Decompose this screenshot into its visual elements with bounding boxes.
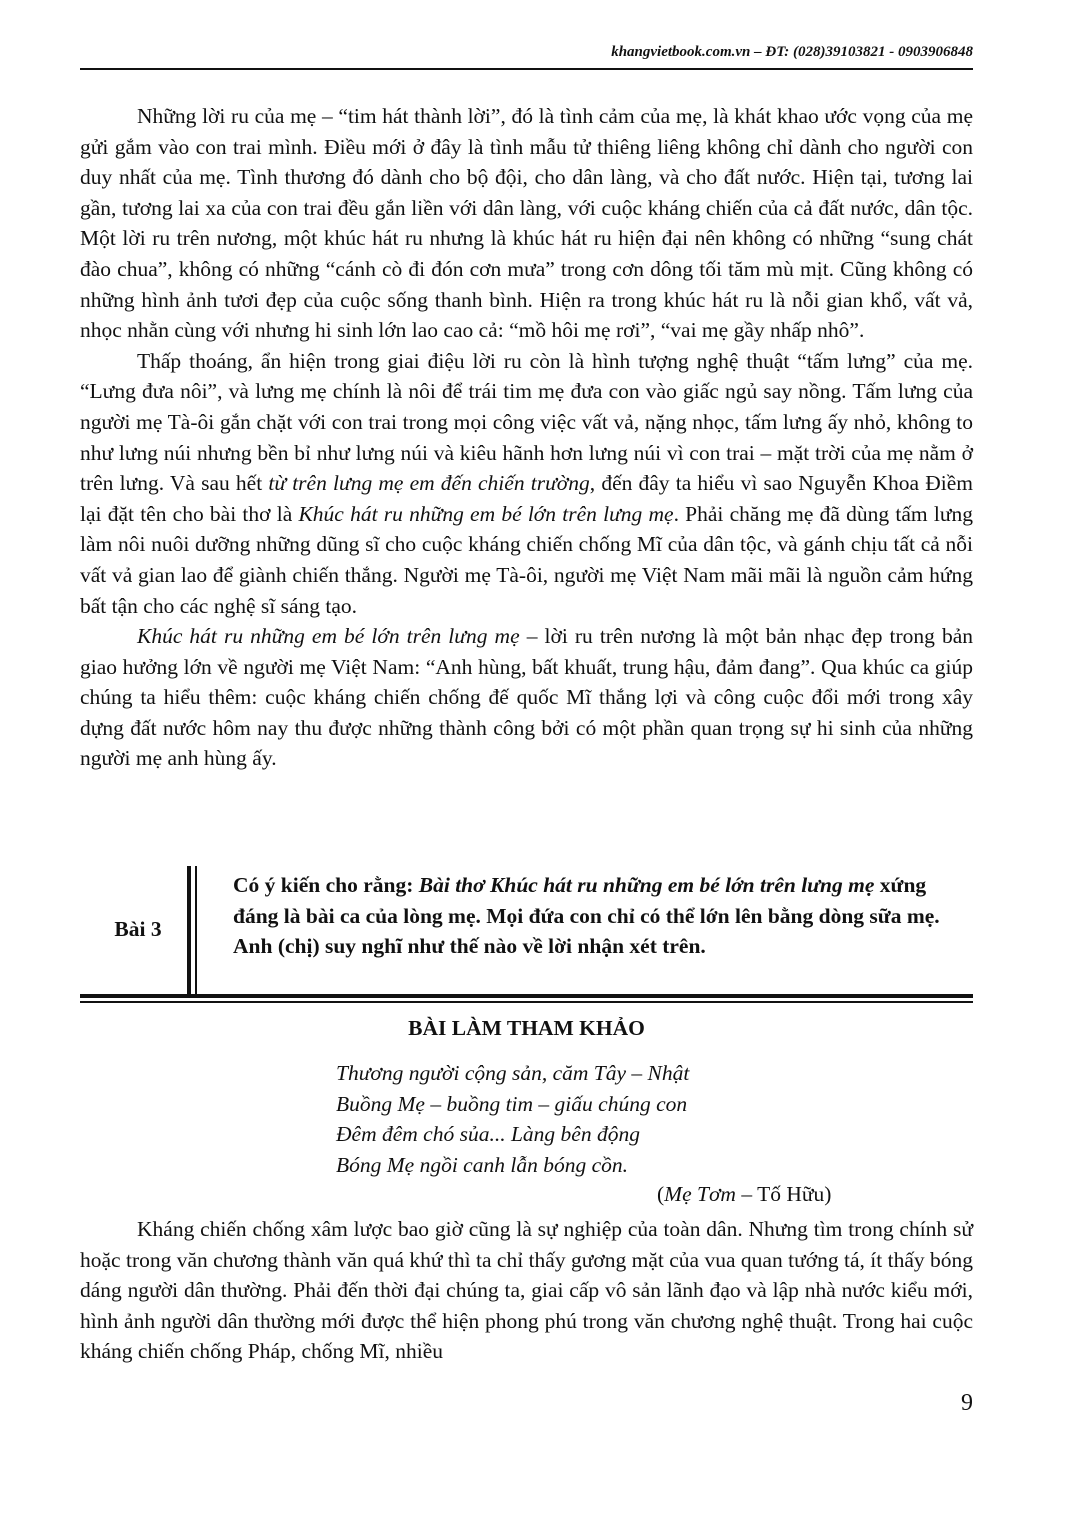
paragraph-back-text-2: , đến đây ta hiểu vì sao Nguyễn Khoa Điềm lại đặt tên cho bài thơ là bbox=[80, 471, 973, 526]
exercise-statement: xứng đáng là bài ca của lòng mẹ. Mọi đứa con chỉ có thể lớn lên bằng dòng sữa mẹ. bbox=[233, 873, 940, 928]
poem-title-italic: Khúc hát ru những em bé lớn trên lưng mẹ bbox=[137, 624, 520, 649]
paragraph-conclusion-text: – lời ru trên nương là một bản nhạc đẹp trong bản giao hưởng lớn về người mẹ Việt Nam: “Anh hùng, bất khuất, trung hậu, đảm đang”. Qua khúc ca giúp chúng ta hiểu thêm: cuộc kháng chiến chống đế quốc Mĩ thắng lợi và công cuộc đổi mới trong xây dựng đất nước hôm nay thu được những thành công bởi có một phần quan trọng sự hi sinh của những người mẹ anh hùng ấy. bbox=[80, 624, 973, 771]
exercise-horizontal-rule bbox=[80, 994, 973, 1003]
page-header: khangvietbook.com.vn – ĐT: (028)39103821 - 0903906848 bbox=[611, 44, 973, 60]
exercise-prompt: Anh (chị) suy nghĩ như thế nào về lời nhận xét trên. bbox=[233, 934, 706, 959]
exercise-lead: Có ý kiến cho rằng: bbox=[233, 873, 419, 897]
poem-title-italic: Khúc hát ru những em bé lớn trên lưng mẹ bbox=[298, 501, 674, 526]
page-number: 9 bbox=[961, 1390, 973, 1416]
paragraph-back-italic-1: từ trên lưng mẹ em đến chiến trường bbox=[268, 471, 590, 496]
poem-line: Đêm đêm chó sủa... Làng bên động bbox=[336, 1122, 640, 1147]
paragraph-conclusion bbox=[80, 621, 973, 774]
reference-essay bbox=[80, 1214, 973, 1367]
poem-line: Bóng Mẹ ngồi canh lẫn bóng cồn. bbox=[336, 1152, 628, 1177]
poem-source bbox=[657, 1182, 831, 1207]
poem-source-open: ( bbox=[657, 1182, 665, 1206]
essay-paragraph: Kháng chiến chống xâm lược bao giờ cũng là sự nghiệp của toàn dân. Nhưng tìm trong chính sử hoặc trong văn chương thành văn quá khứ thì ta chỉ thấy gương mặt của vua quan tướng tá, ít thấy bóng dáng người dân thường. Phải đến thời đại chúng ta, giai cấp vô sản lãnh đạo và lập nhà nước kiểu mới, hình ảnh người dân thường mới được thể hiện phong phú trong văn chương nghệ thuật. Trong hai cuộc kháng chiến chống Pháp, chống Mĩ, nhiều bbox=[80, 1217, 973, 1364]
exercise-box bbox=[80, 866, 973, 1006]
exercise-quote: Bài thơ Khúc hát ru những em bé lớn trên lưng mẹ bbox=[418, 873, 875, 897]
poem-line: Buồng Mẹ – buồng tim – giấu chúng con bbox=[336, 1091, 688, 1116]
header-divider bbox=[80, 68, 973, 70]
exercise-vertical-rule bbox=[187, 866, 197, 996]
paragraph-back bbox=[80, 346, 973, 621]
exercise-label: Bài 3 bbox=[114, 916, 162, 941]
paragraph-back-text-3: . Phải chăng mẹ đã dùng tấm lưng làm nôi nuôi dưỡng những dũng sĩ cho cuộc kháng chiến chống Mĩ của dân tộc, và gánh chịu tất cả nỗi vất vả gian lao để giành chiến thắng. Người mẹ Tà-ôi, người mẹ Việt Nam mãi mãi là nguồn cảm hứng bất tận cho các nghệ sĩ sáng tạo. bbox=[80, 501, 973, 618]
poem-line: Thương người cộng sản, căm Tây – Nhật bbox=[336, 1061, 690, 1085]
essay-body bbox=[80, 101, 973, 774]
poem-epigraph bbox=[336, 1058, 856, 1180]
reference-title: BÀI LÀM THAM KHẢO bbox=[408, 1016, 645, 1040]
exercise-question bbox=[233, 870, 963, 962]
paragraph-lullaby: Những lời ru của mẹ – “tim hát thành lời”, đó là tình cảm của mẹ, là khát khao ước vọng của mẹ gửi gắm vào con trai mình. Điều mới ở đây là tình mẫu tử thiêng liêng không chỉ dành cho người con duy nhất của mẹ. Tình thương đó dành cho bộ đội, cho dân làng, và cho đất nước. Hiện tại, tương lai gần, tương lai xa của con trai đều gắn liền với dân làng, với cuộc kháng chiến của cả đất nước, dân tộc. Một lời ru trên nương, một khúc hát ru nhưng là khúc hát ru hiện đại nên không có những “sung chát đào chua”, không có những “cánh cò đi đón cơn mưa” trong cơn dông tối tăm mù mịt. Cũng không có những hình ảnh tươi đẹp của cuộc sống thanh bình. Hiện ra trong khúc hát ru là nỗi gian khổ, vất vả, nhọc nhằn cùng với nhưng hi sinh lớn lao cao cả: “mồ hôi mẹ rơi”, “vai mẹ gầy nhấp nhô”. bbox=[80, 104, 973, 343]
paragraph-back-text-1: Thấp thoáng, ẩn hiện trong giai điệu lời ru còn là hình tượng nghệ thuật “tấm lưng” của mẹ. “Lưng đưa nôi”, và lưng mẹ chính là nôi để trái tim mẹ đưa con vào giấc ngủ say nồng. Tấm lưng của người mẹ Tà-ôi gắn chặt với con trai trong mọi công việc vất vả, nặng nhọc, tấm lưng ấy nhỏ, không to như lưng núi nhưng bền bỉ như lưng núi và kiêu hãnh hơn lưng núi vì con trai – mặt trời của mẹ nằm ở trên lưng. Và sau hết bbox=[80, 348, 973, 496]
poem-source-author: – Tố Hữu) bbox=[735, 1182, 832, 1206]
poem-source-work: Mẹ Tơm bbox=[664, 1182, 736, 1206]
